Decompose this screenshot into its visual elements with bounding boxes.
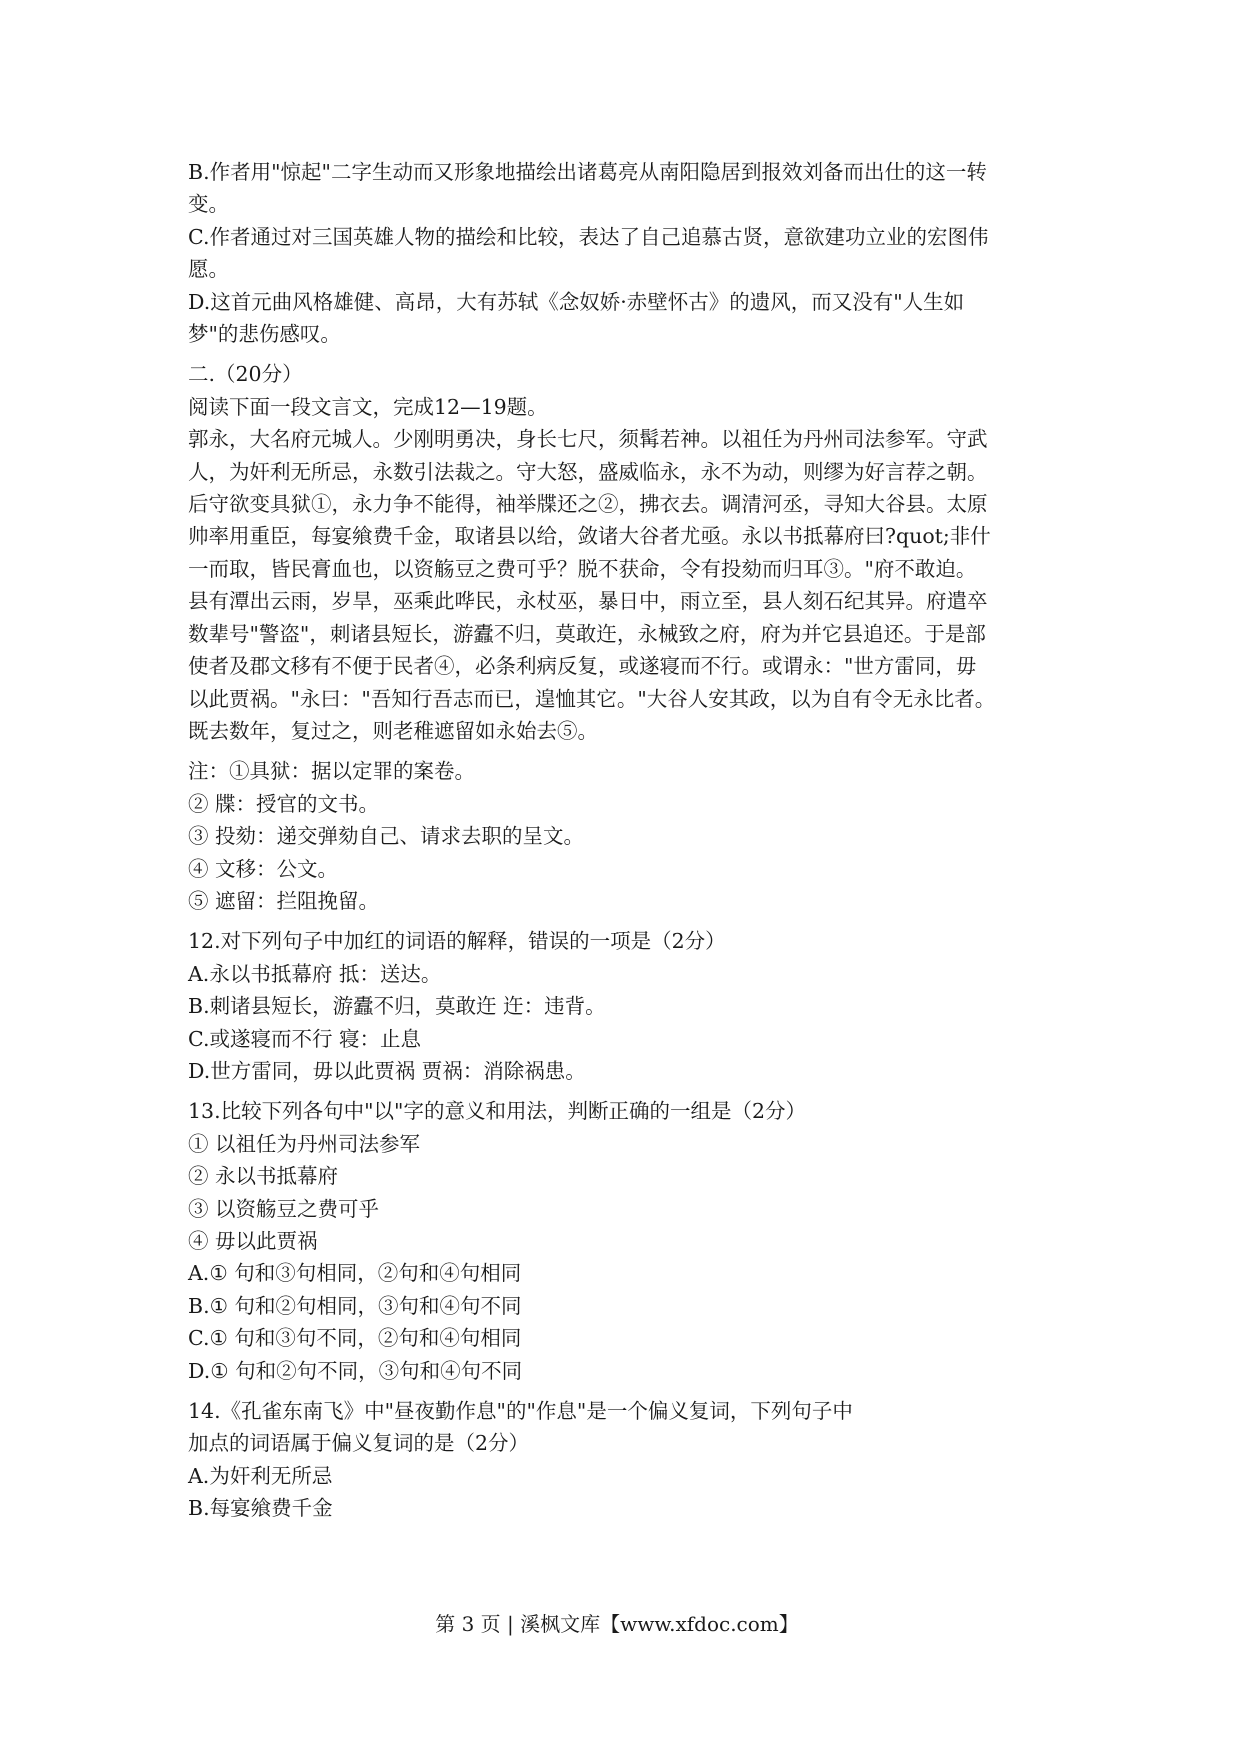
- answer-option: A.永以书抵幕府 抵：送达。: [188, 961, 442, 986]
- option-c-line-1: C.作者通过对三国英雄人物的描绘和比较，表达了自己追慕古贤，意欲建功立业的宏图伟: [188, 224, 989, 249]
- question-stem: 13.比较下列各句中"以"字的意义和用法，判断正确的一组是（2分）: [188, 1099, 807, 1124]
- answer-option: C.或遂寝而不行 寝：止息: [188, 1026, 421, 1051]
- passage-line: 郭永，大名府元城人。少刚明勇决，身长七尺，须髯若神。以祖任为丹州司法参军。守武: [188, 427, 988, 452]
- annotation-notes: [188, 755, 1058, 917]
- passage-line: 使者及郡文移有不便于民者④，必条利病反复，或遂寝而不行。或谓永："世方雷同，毋: [188, 654, 977, 679]
- question-12: [188, 925, 1058, 1087]
- option-d-line-2: 梦"的悲伤感叹。: [188, 322, 341, 347]
- question-14: [188, 1395, 1058, 1525]
- note-line: ② 牒：授官的文书。: [188, 791, 380, 816]
- example-sentence: ④ 毋以此贾祸: [188, 1229, 318, 1253]
- passage-line: 既去数年，复过之，则老稚遮留如永始去⑤。: [188, 718, 598, 743]
- question-stem: 14.《孔雀东南飞》中"昼夜勤作息"的"作息"是一个偏义复词，下列句子中: [188, 1399, 853, 1424]
- answer-option: B.刺诸县短长，游蠹不归，莫敢迕 迕：违背。: [188, 994, 606, 1019]
- option-b-line-1: B.作者用"惊起"二字生动而又形象地描绘出诸葛亮从南阳隐居到报效刘备而出仕的这一转: [188, 160, 987, 184]
- note-line: ⑤ 遮留：拦阻挽留。: [188, 888, 380, 913]
- option-c-line-2: 愿。: [188, 257, 229, 282]
- answer-option: D.世方雷同，毋以此贾祸 贾祸：消除祸患。: [188, 1058, 586, 1083]
- passage-line: 一而取，皆民膏血也，以资觞豆之费可乎？脱不获命，令有投劾而归耳③。"府不敢迫。: [188, 556, 977, 581]
- section-instruction: 阅读下面一段文言文，完成12—19题。: [188, 394, 548, 419]
- option-d-line-1: D.这首元曲风格雄健、高昂，大有苏轼《念奴娇·赤壁怀古》的遗风，而又没有"人生如: [188, 289, 965, 314]
- answer-option: A.为奸利无所忌: [188, 1463, 333, 1488]
- passage-line: 以此贾祸。"永曰："吾知行吾志而已，遑恤其它。"大谷人安其政，以为自有令无永比者。: [188, 686, 996, 711]
- question-stem: 加点的词语属于偏义复词的是（2分）: [188, 1431, 530, 1456]
- answer-option: A.① 句和③句相同，②句和④句相同: [188, 1261, 522, 1286]
- example-sentence: ① 以祖任为丹州司法参军: [188, 1131, 421, 1156]
- document-page: [188, 156, 1058, 1525]
- classical-passage: [188, 423, 1058, 747]
- q11-options: [188, 156, 1058, 350]
- passage-line: 数辈号"警盗"，刺诸县短长，游蠹不归，莫敢迕，永械致之府，府为并它县追还。于是部: [188, 621, 986, 646]
- answer-option: B.① 句和②句相同，③句和④句不同: [188, 1293, 522, 1318]
- note-line: ④ 文移：公文。: [188, 856, 339, 881]
- question-13: [188, 1095, 1058, 1387]
- example-sentence: ② 永以书抵幕府: [188, 1164, 339, 1189]
- passage-line: 后守欲变具狱①，永力争不能得，袖举牒还之②，拂衣去。调清河丞，寻知大谷县。太原: [188, 492, 988, 517]
- question-stem: 12.对下列句子中加红的词语的解释，错误的一项是（2分）: [188, 929, 726, 954]
- section-heading: 二.（20分）: [188, 362, 303, 387]
- option-b-line-2: 变。: [188, 192, 229, 217]
- passage-line: 人，为奸利无所忌，永数引法裁之。守大怒，盛威临永，永不为动，则缪为好言荐之朝。: [188, 459, 988, 484]
- answer-option: D.① 句和②句不同，③句和④句不同: [188, 1358, 523, 1383]
- passage-line: 帅率用重臣，每宴飨费千金，取诸县以给，敛诸大谷者尤亟。永以书抵幕府曰?quot;非什: [188, 524, 991, 549]
- answer-option: C.① 句和③句不同，②句和④句相同: [188, 1326, 522, 1351]
- note-line: ③ 投劾：递交弹劾自己、请求去职的呈文。: [188, 824, 585, 849]
- passage-line: 县有潭出云雨，岁旱，巫乘此哗民，永杖巫，暴日中，雨立至，县人刻石纪其异。府遣卒: [188, 589, 988, 614]
- example-sentence: ③ 以资觞豆之费可乎: [188, 1196, 380, 1221]
- answer-option: B.每宴飨费千金: [188, 1496, 333, 1521]
- note-line: 注：①具狱：据以定罪的案卷。: [188, 759, 475, 784]
- section-2: [188, 358, 1058, 747]
- page-footer: 第 3 页 | 溪枫文库【www.xfdoc.com】: [435, 1612, 799, 1636]
